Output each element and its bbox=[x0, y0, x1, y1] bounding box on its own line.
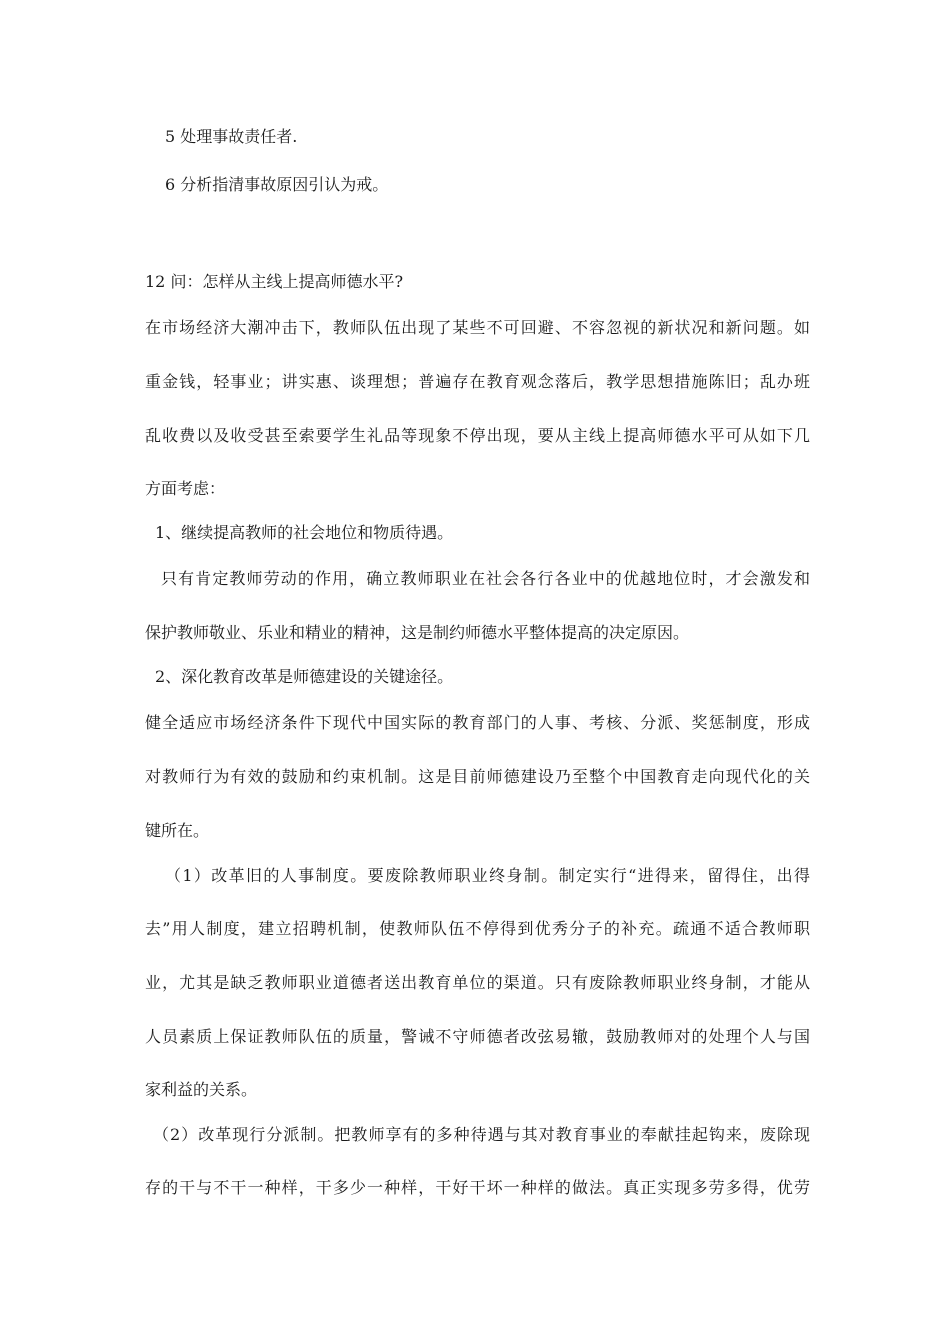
section-heading-1: 1、继续提高教师的社会地位和物质待遇。 bbox=[155, 523, 454, 542]
paragraph-line: 乱收费以及收受甚至索要学生礼品等现象不停出现，要从主线上提高师德水平可从如下几 bbox=[145, 426, 810, 445]
paragraph-line: 键所在。 bbox=[145, 821, 210, 840]
list-item-5: 5 处理事故责任者. bbox=[165, 127, 298, 146]
section-heading-2: 2、深化教育改革是师德建设的关键途径。 bbox=[155, 667, 454, 686]
paragraph-line: 健全适应市场经济条件下现代中国实际的教育部门的人事、考核、分派、奖惩制度，形成 bbox=[145, 713, 810, 732]
paragraph-line: 保护教师敬业、乐业和精业的精神，这是制约师德水平整体提高的决定原因。 bbox=[145, 623, 690, 642]
paragraph-line: 业，尤其是缺乏教师职业道德者送出教育单位的渠道。只有废除教师职业终身制，才能从 bbox=[145, 973, 810, 992]
paragraph-line: 家利益的关系。 bbox=[145, 1080, 258, 1099]
paragraph-line: 对教师行为有效的鼓励和约束机制。这是目前师德建设乃至整个中国教育走向现代化的关 bbox=[145, 767, 810, 786]
paragraph-line: 人员素质上保证教师队伍的质量，警诫不守师德者改弦易辙，鼓励教师对的处理个人与国 bbox=[145, 1027, 810, 1046]
paragraph-line: 重金钱，轻事业；讲实惠、谈理想；普遍存在教育观念落后，教学思想措施陈旧；乱办班 bbox=[145, 372, 810, 391]
paragraph-line: 存的干与不干一种样，干多少一种样，干好干坏一种样的做法。真正实现多劳多得，优劳 bbox=[145, 1178, 810, 1197]
paragraph-line: 在市场经济大潮冲击下，教师队伍出现了某些不可回避、不容忽视的新状况和新问题。如 bbox=[145, 318, 810, 337]
question-heading: 12 问：怎样从主线上提高师德水平? bbox=[145, 272, 404, 291]
list-item-6: 6 分析指清事故原因引认为戒。 bbox=[165, 175, 389, 194]
paragraph-line: （1）改革旧的人事制度。要废除教师职业终身制。制定实行“进得来，留得住，出得 bbox=[165, 866, 810, 885]
paragraph-line: 只有肯定教师劳动的作用，确立教师职业在社会各行各业中的优越地位时，才会激发和 bbox=[161, 569, 810, 588]
paragraph-line: （2）改革现行分派制。把教师享有的多种待遇与其对教育事业的奉献挂起钩来，废除现 bbox=[153, 1125, 810, 1144]
paragraph-line: 方面考虑： bbox=[145, 479, 226, 498]
paragraph-line: 去”用人制度，建立招聘机制，使教师队伍不停得到优秀分子的补充。疏通不适合教师职 bbox=[145, 919, 810, 938]
